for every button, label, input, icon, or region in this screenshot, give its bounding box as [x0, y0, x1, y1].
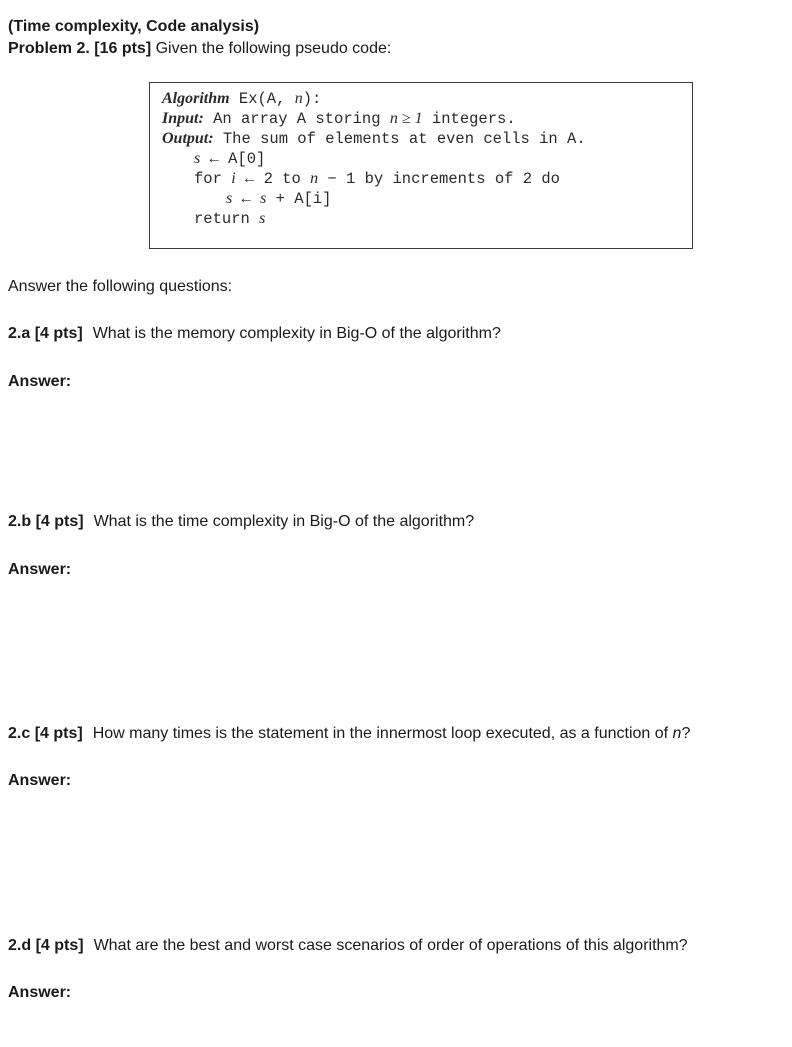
line3-mid: ← [232, 190, 261, 208]
code-line-assign [162, 149, 692, 169]
question-2a-text: What is the memory complexity in Big-O of the algorithm? [92, 325, 501, 342]
code-line-output [162, 129, 692, 149]
question-2d-label: 2.d [4 pts] [8, 937, 84, 954]
algorithm-sig-var: n [294, 90, 303, 107]
question-2d-text: What are the best and worst case scenarios of order of operations of this algorithm? [93, 937, 688, 954]
answer-2d-label: Answer: [8, 984, 72, 1001]
line4-var: s [259, 210, 266, 227]
line2-var-i: i [231, 170, 236, 187]
line3-var-s2: s [260, 190, 267, 207]
code-line-for [162, 169, 692, 189]
section-topic [8, 17, 259, 37]
question-2a-label: 2.a [4 pts] [8, 325, 83, 342]
output-keyword: Output: [162, 130, 214, 147]
line4-pre: return [194, 210, 260, 228]
question-2a [8, 324, 501, 344]
problem-text: Given the following pseudo code: [155, 40, 392, 57]
input-post: integers. [422, 110, 516, 128]
problem-heading [8, 39, 391, 59]
question-2c-end: ? [681, 725, 691, 742]
output-text: The sum of elements at even cells in A. [213, 130, 586, 148]
answer-2c-label: Answer: [8, 772, 72, 789]
pseudo-code-box [149, 82, 693, 249]
code-line-return [162, 209, 692, 229]
code-line-sum [162, 189, 692, 209]
problem-label: Problem 2. [16 pts] [8, 40, 152, 57]
question-2b [8, 512, 474, 532]
question-2c-label: 2.c [4 pts] [8, 725, 83, 742]
line2-pre: for [194, 170, 232, 188]
input-expr: n ≥ 1 [389, 110, 423, 127]
question-2c-text: How many times is the statement in the innermost loop executed, as a function of [92, 725, 673, 742]
answer-2a-label: Answer: [8, 373, 72, 390]
algorithm-sig-post: ): [302, 90, 322, 108]
question-2c-var: n [672, 725, 682, 742]
line2-post: − 1 by increments of 2 do [318, 170, 560, 188]
input-pre: An array A storing [203, 110, 390, 128]
algorithm-keyword: Algorithm [162, 90, 230, 107]
intro-text: Answer the following questions: [8, 278, 233, 295]
line2-mid: ← 2 to [235, 170, 311, 188]
line2-var-n: n [310, 170, 319, 187]
question-2b-label: 2.b [4 pts] [8, 513, 84, 530]
line3-post: + A[i] [266, 190, 332, 208]
algorithm-sig-pre: Ex(A, [238, 90, 295, 108]
input-keyword: Input: [162, 110, 204, 127]
line1-var: s [194, 150, 201, 167]
question-2d [8, 936, 688, 956]
question-2b-text: What is the time complexity in Big-O of the algorithm? [93, 513, 475, 530]
answer-2b-label: Answer: [8, 561, 72, 578]
topic-heading: (Time complexity, Code analysis) [8, 18, 260, 35]
line3-var-s1: s [226, 190, 233, 207]
code-line-input [162, 109, 692, 129]
code-line-algorithm [162, 89, 692, 109]
line1-rest: ← A[0] [200, 150, 266, 168]
question-2c [8, 724, 690, 744]
